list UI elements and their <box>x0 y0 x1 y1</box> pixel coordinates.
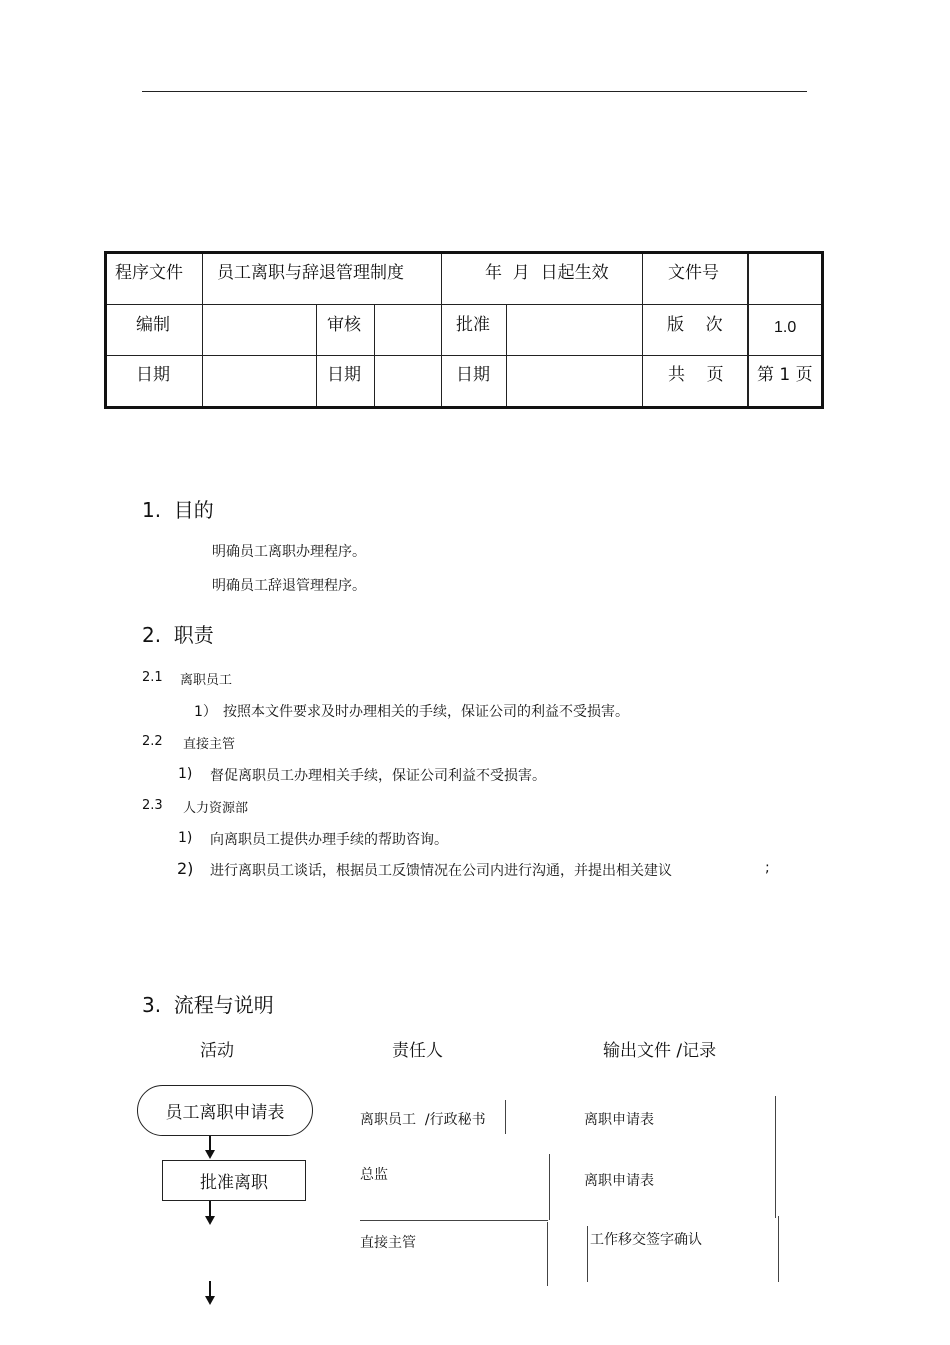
doc-number-label: 文件号 <box>668 263 719 283</box>
owner-row-1: 离职员工 /行政秘书 <box>360 1112 486 1128</box>
document-header-table <box>104 251 824 409</box>
item-2-3-1-text: 向离职员工提供办理手续的帮助咨询。 <box>210 832 448 848</box>
section-1-line-1: 明确员工离职办理程序。 <box>212 544 366 560</box>
output-row-1: 离职申请表 <box>584 1112 654 1128</box>
section-2-heading: 2. 职责 <box>142 623 214 647</box>
doc-type-cell: 程序文件 <box>115 263 183 283</box>
effective-date-cell: 年 月 日起生效 <box>485 263 609 283</box>
flow-start-node <box>137 1085 313 1136</box>
owner-divider-4 <box>547 1222 548 1286</box>
output-divider-3 <box>778 1216 779 1282</box>
date-label-1: 日期 <box>136 365 170 385</box>
total-pages-label: 共 页 <box>668 365 724 385</box>
flow-start-label: 员工离职申请表 <box>165 1103 285 1123</box>
subsection-2-1-title: 离职员工 <box>180 673 233 688</box>
subsection-2-3-title: 人力资源部 <box>183 801 249 816</box>
item-2-1-1-number: 1） <box>194 704 217 720</box>
item-2-2-1-number: 1) <box>178 766 193 782</box>
owner-divider-3 <box>360 1220 548 1221</box>
approved-by-label: 批准 <box>456 315 490 335</box>
subsection-2-3-number: 2.3 <box>142 798 163 813</box>
section-3-heading: 3. 流程与说明 <box>142 993 274 1017</box>
item-2-3-2-text: 进行离职员工谈话，根据员工反馈情况在公司内进行沟通，并提出相关建议 <box>210 863 672 879</box>
page-number: 第 1 页 <box>757 365 813 385</box>
column-output: 输出文件 /记录 <box>603 1041 717 1061</box>
output-row-3: 工作移交签字确认 <box>590 1232 702 1248</box>
doc-title-cell: 员工离职与辞退管理制度 <box>217 263 404 283</box>
version-value: 1.0 <box>774 319 797 336</box>
subsection-2-1-number: 2.1 <box>142 670 163 685</box>
subsection-2-2-number: 2.2 <box>142 734 163 749</box>
section-1-line-2: 明确员工辞退管理程序。 <box>212 578 366 594</box>
subsection-2-2-title: 直接主管 <box>183 737 236 752</box>
reviewed-by-label: 审核 <box>327 315 361 335</box>
column-activity: 活动 <box>200 1041 234 1061</box>
item-2-3-1-number: 1) <box>178 830 193 846</box>
header-rule <box>142 91 807 92</box>
owner-divider-2 <box>549 1154 550 1220</box>
flow-step-approve-label: 批准离职 <box>200 1173 268 1193</box>
flow-step-approve <box>162 1160 306 1201</box>
output-row-2: 离职申请表 <box>584 1173 654 1189</box>
owner-row-3: 直接主管 <box>360 1235 416 1251</box>
version-label: 版 次 <box>667 315 723 335</box>
section-1-heading: 1. 目的 <box>142 498 214 522</box>
output-divider-1 <box>775 1096 776 1218</box>
item-2-3-2-number: 2) <box>177 859 194 878</box>
output-divider-2 <box>587 1226 588 1282</box>
item-2-1-1-text: 按照本文件要求及时办理相关的手续，保证公司的利益不受损害。 <box>223 704 629 720</box>
date-label-3: 日期 <box>456 365 490 385</box>
date-label-2: 日期 <box>327 365 361 385</box>
owner-row-2: 总监 <box>360 1167 388 1183</box>
item-2-3-2-tail: ; <box>765 860 770 876</box>
owner-divider-1 <box>505 1100 506 1134</box>
column-owner: 责任人 <box>392 1041 443 1061</box>
prepared-by-label: 编制 <box>136 315 170 335</box>
item-2-2-1-text: 督促离职员工办理相关手续，保证公司利益不受损害。 <box>210 768 546 784</box>
